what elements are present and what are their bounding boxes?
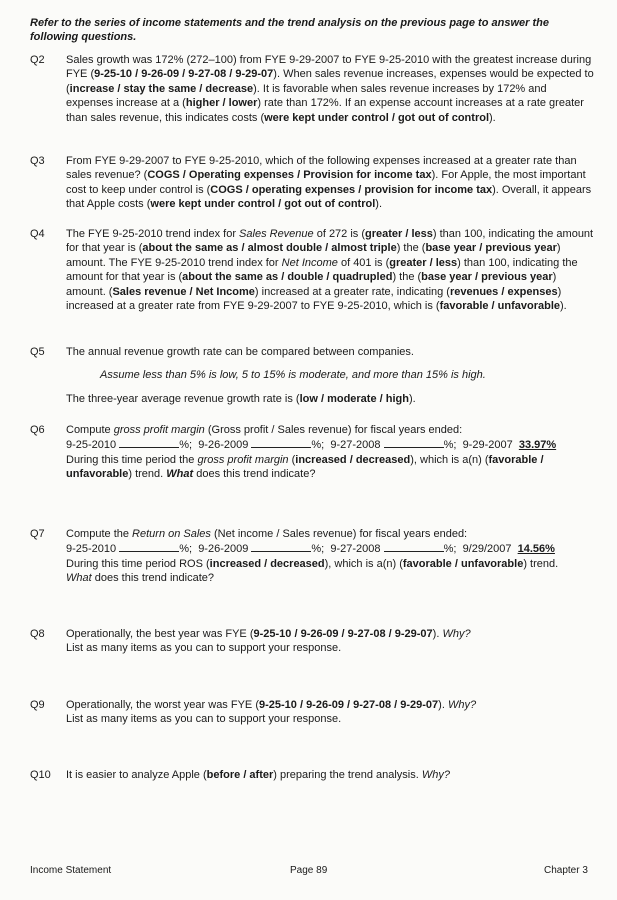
option-set[interactable]: favorable / unfavorable [402,557,524,570]
option-set[interactable]: COGS / operating expenses / provision for income tax [210,183,493,196]
question-8 [30,627,596,656]
question-number: Q6 [30,424,45,436]
page-number: Page 89 [290,865,328,876]
answer-blank[interactable] [384,437,444,448]
question-text: The annual revenue growth rate can be compared between companies. [66,346,414,358]
question-number: Q8 [30,628,45,640]
question-number: Q9 [30,699,45,711]
question-text: Operationally, the worst year was FYE (9-25-10 / 9-26-09 / 9-27-08 / 9-29-07). Why? List as many items as you can to support your response. [66,699,477,726]
answer-blanks-row: 9-25-2010 %; 9-26-2009 %; 9-27-2008 %; 9/29/2007 14.56% [66,543,555,556]
option-set[interactable]: higher / lower [185,97,258,110]
question-text: Compute gross profit margin (Gross profit / Sales revenue) for fiscal years ended: 9-25-2010 %; 9-26-2009 %; 9-27-2008 %; 9-29-2007 33.97% During this time period the gross profit margin (increased / decreased), which is a(n) (favorable / unfavorable) trend. What does this trend indicate? [66,423,596,482]
given-answer: 33.97% [518,439,557,452]
instructions: Refer to the series of income statements and the trend analysis on the previous page to answer the following questions. [30,17,549,44]
option-set[interactable]: 9-25-10 / 9-26-09 / 9-27-08 / 9-29-07 [253,628,433,640]
question-7 [30,527,596,586]
option-set[interactable]: favorable / unfavorable [66,453,544,481]
option-set[interactable]: increase / stay the same / decrease [69,82,254,95]
option-set[interactable]: before / after [206,769,274,781]
option-set[interactable]: base year / previous year [425,242,557,255]
answer-blank[interactable] [384,541,444,552]
option-set[interactable]: greater / less [365,228,433,240]
question-9 [30,698,596,727]
option-set[interactable]: 9-25-10 / 9-26-09 / 9-27-08 / 9-29-07 [258,699,439,711]
answer-blank[interactable] [119,437,179,448]
question-5-followup [30,392,596,406]
question-text: The FYE 9-25-2010 trend index for Sales Revenue of 272 is (greater / less) than 100, indicating the amount for that year is (about the same as / almost double / almost triple) the (base year / previous year) amount. The FYE 9-25-2010 trend index for Net Income of 401 is (greater / less) than 100, indicating the amount for that year is (about the same as / double / quadrupled) the (base year / previous year) amount. (Sales revenue / Net Income) increased at a greater rate, indicating (revenues / expenses) increased at a greater rate from FYE 9-29-2007 to FYE 9-25-2010, which is (favorable / unfavorable). [66,228,594,313]
question-10 [30,768,596,782]
option-set[interactable]: about the same as / almost double / almost triple [142,242,397,255]
question-text: It is easier to analyze Apple (before / after) preparing the trend analysis. Why? [66,769,450,781]
answer-blanks-row: 9-25-2010 %; 9-26-2009 %; 9-27-2008 %; 9-29-2007 33.97% [66,439,557,452]
given-answer: 14.56% [517,543,555,556]
question-number: Q3 [30,155,45,167]
question-text: From FYE 9-29-2007 to FYE 9-25-2010, which of the following expenses increased at a greater rate than sales revenue? (COGS / Operating expenses / Provision for income tax). For Apple, the most important cost to keep under control is (COGS / operating expenses / provision for income tax). Overall, it appears that Apple costs (were kept under control / got out of control). [66,155,592,211]
question-text: Compute the Return on Sales (Net income / Sales revenue) for fiscal years ended: 9-25-2010 %; 9-26-2009 %; 9-27-2008 %; 9/29/2007 14.56% During this time period ROS (increased / decreased), which is a(n) (favorable / unfavorable) trend. What does this trend indicate? [66,527,596,586]
option-set[interactable]: increased / decreased [209,557,325,570]
question-number: Q10 [30,769,51,781]
answer-blank[interactable] [251,437,311,448]
question-4 [30,227,596,313]
option-set[interactable]: increased / decreased [295,453,411,466]
question-number: Q5 [30,346,45,358]
question-6 [30,423,596,482]
answer-blank[interactable] [251,541,311,552]
question-text: Sales growth was 172% (272–100) from FYE 9-29-2007 to FYE 9-25-2010 with the greatest increase during FYE (9-25-10 / 9-26-09 / 9-27-08 / 9-29-07). When sales revenue increases, expenses would be expected to (increase / stay the same / decrease). It is favorable when sales revenue increases by 172% and expenses increase at a (higher / lower) rate than 172%. If an expense account increases at a rate greater than sales revenue, this indicates costs (were kept under control / got out of control). [66,54,594,124]
question-3 [30,154,596,212]
option-set[interactable]: low / moderate / high [299,393,409,405]
question-text: Operationally, the best year was FYE (9-25-10 / 9-26-09 / 9-27-08 / 9-29-07). Why? List as many items as you can to support your response. [66,628,471,655]
option-set[interactable]: were kept under control / got out of control [264,111,489,124]
question-number: Q4 [30,228,45,240]
question-5 [30,345,596,359]
growth-rate-note: Assume less than 5% is low, 5 to 15% is moderate, and more than 15% is high. [100,369,486,381]
option-set[interactable]: 9-25-10 / 9-26-09 / 9-27-08 / 9-29-07 [94,68,274,81]
option-set[interactable]: base year / previous year [421,271,553,284]
answer-blank[interactable] [119,541,179,552]
footer-right: Chapter 3 [544,865,588,876]
question-number: Q2 [30,54,45,66]
option-set[interactable]: COGS / Operating expenses / Provision for income tax [147,169,432,182]
option-set[interactable]: were kept under control / got out of control [150,198,376,211]
question-text: The three-year average revenue growth rate is (low / moderate / high). [66,393,416,405]
question-2 [30,53,596,125]
option-set[interactable]: Sales revenue / Net Income [112,285,255,298]
option-set[interactable]: favorable / unfavorable [439,300,561,313]
option-set[interactable]: revenues / expenses [449,285,558,298]
option-set[interactable]: about the same as / double / quadrupled [182,271,393,284]
option-set[interactable]: greater / less [389,256,458,269]
footer-left: Income Statement [30,865,112,876]
question-number: Q7 [30,528,45,540]
